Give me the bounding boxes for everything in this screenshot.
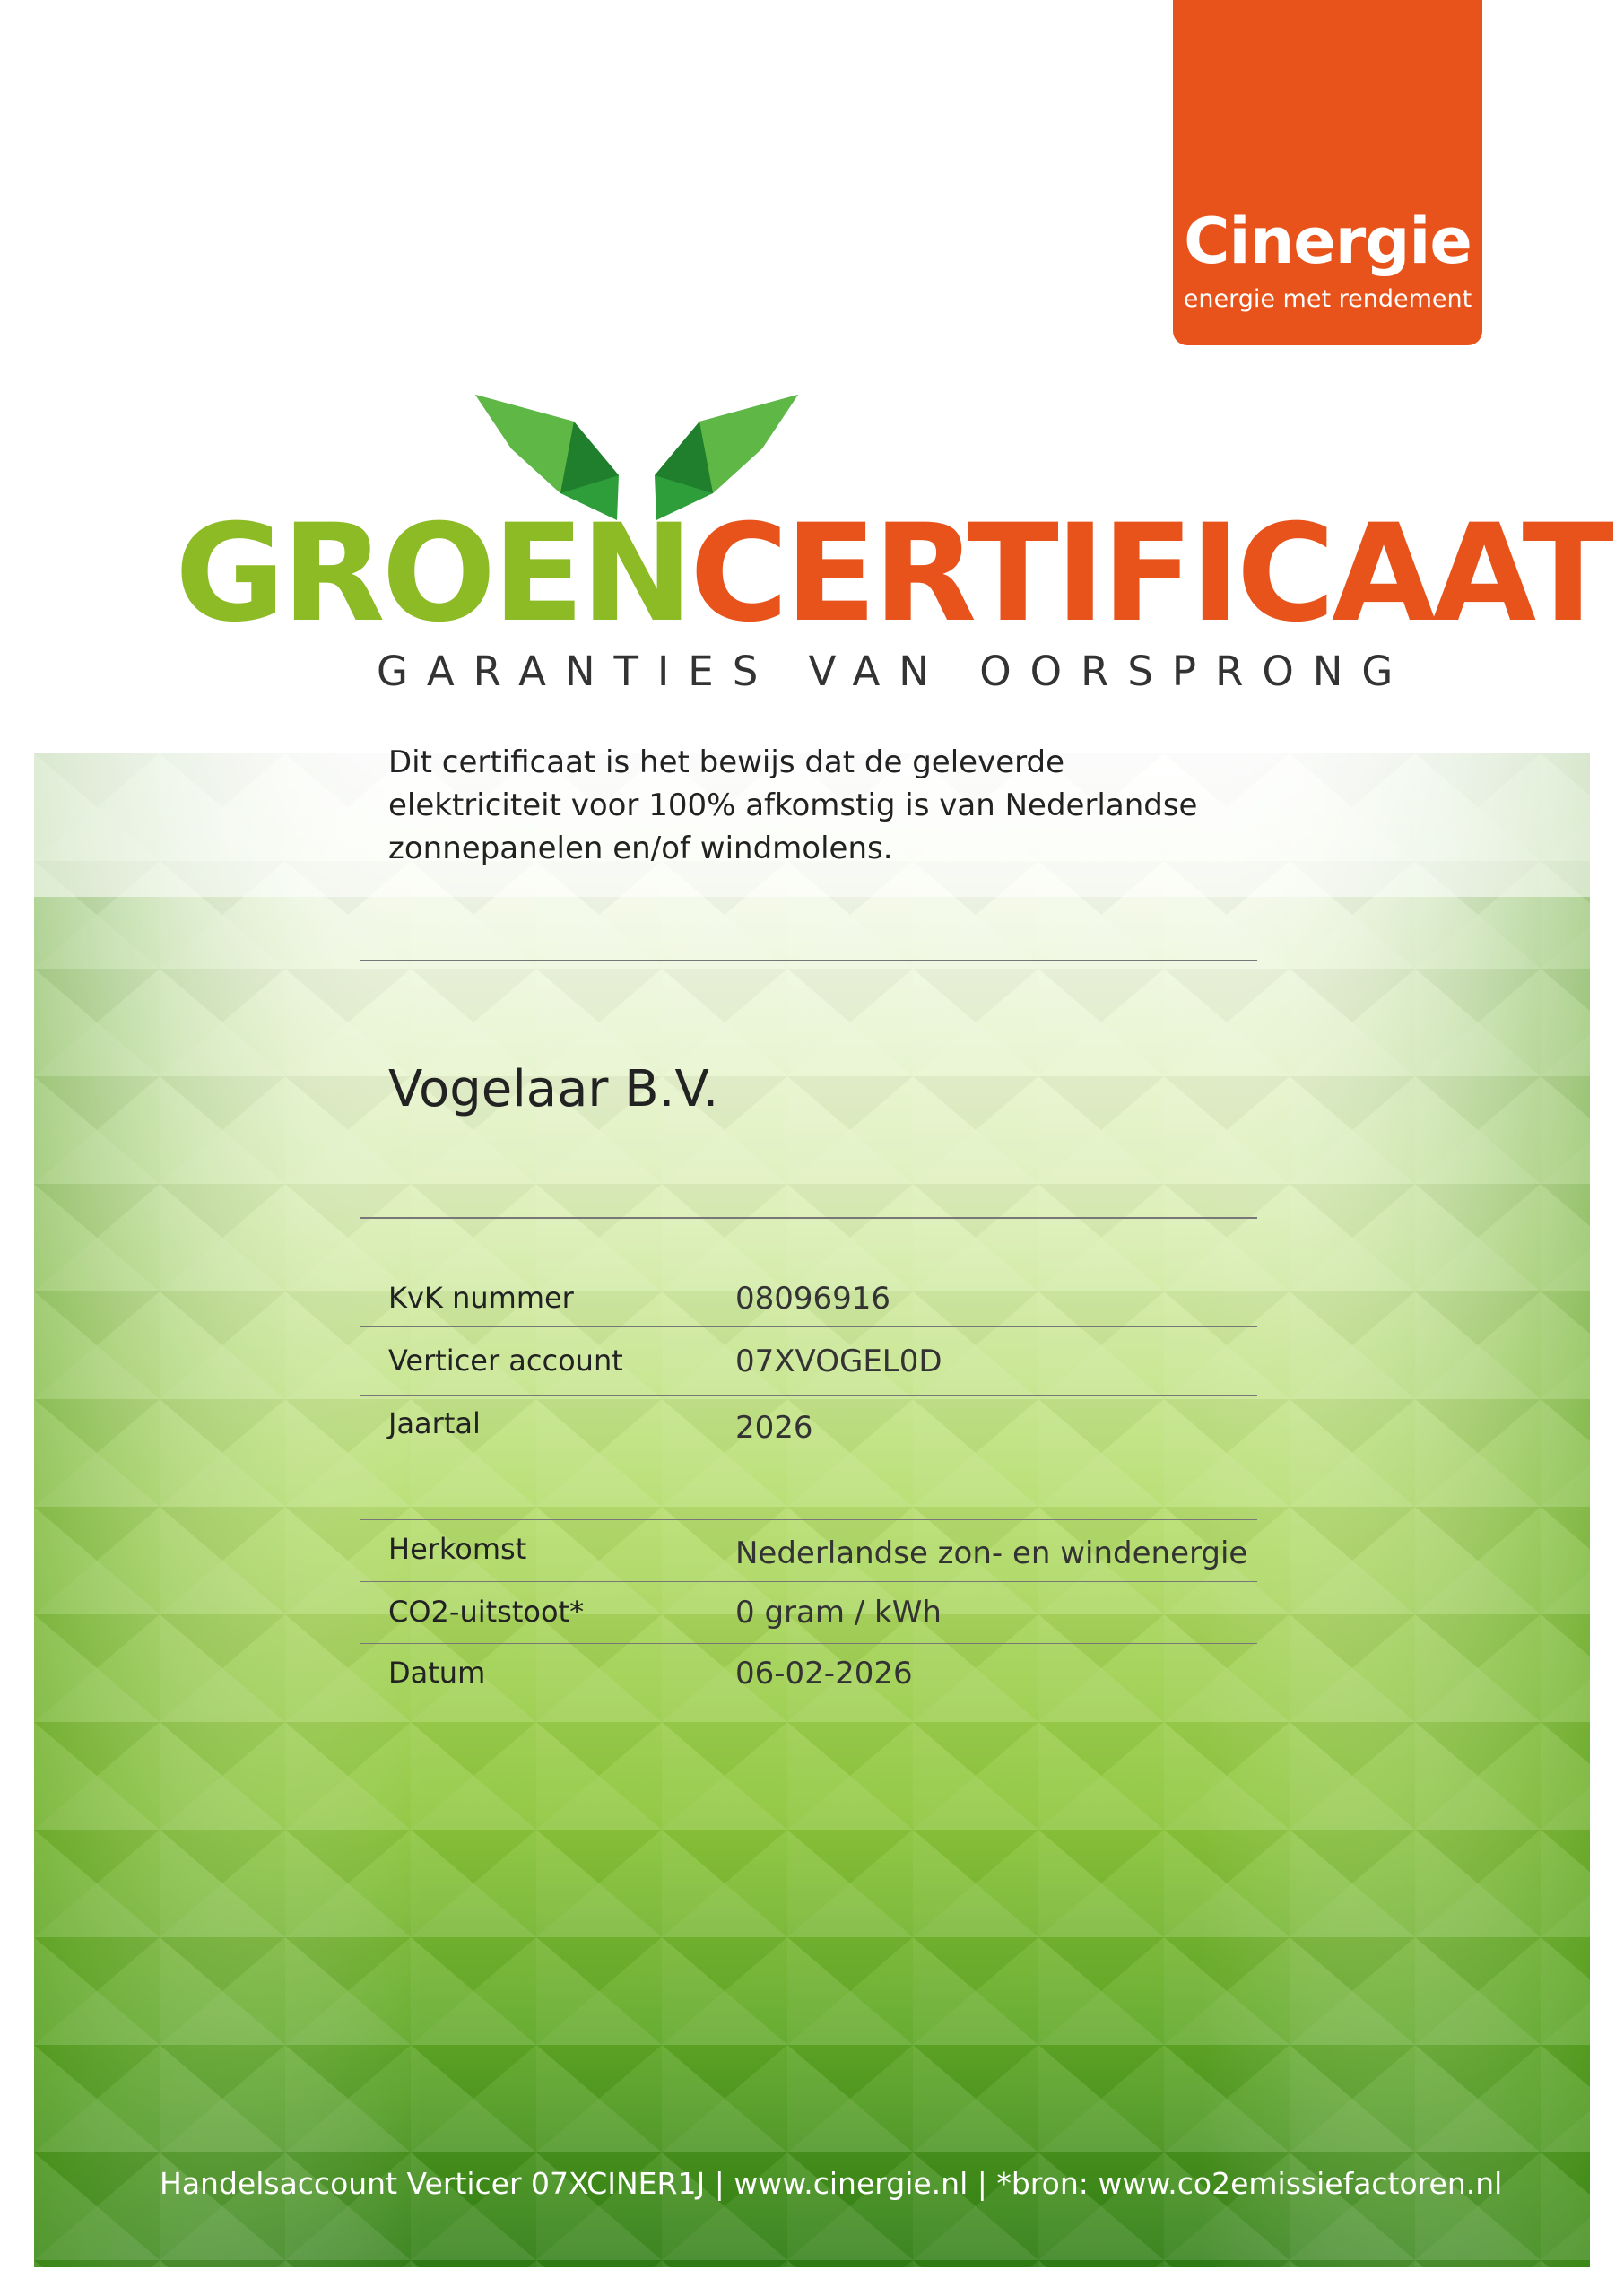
divider bbox=[360, 1217, 1257, 1219]
co2-label: CO2-uitstoot* bbox=[388, 1595, 585, 1629]
kvk-label: KvK nummer bbox=[388, 1281, 574, 1315]
verticer-account-label: Verticer account bbox=[388, 1344, 623, 1378]
divider bbox=[360, 1395, 1257, 1396]
intro-line: Dit certificaat is het bewijs dat de geleverde bbox=[388, 744, 1064, 780]
green-geometric-background bbox=[34, 753, 1590, 2267]
footer-website: | www.cinergie.nl bbox=[714, 2166, 968, 2201]
company-name: Vogelaar B.V. bbox=[388, 1060, 719, 1118]
co2-value: 0 gram / kWh bbox=[735, 1595, 942, 1631]
datum-label: Datum bbox=[388, 1656, 486, 1690]
title-part-green: GROEN bbox=[175, 496, 690, 652]
logo-name: Cinergie bbox=[1184, 204, 1472, 278]
divider bbox=[360, 960, 1257, 961]
divider bbox=[360, 1643, 1257, 1644]
kvk-value: 08096916 bbox=[735, 1281, 891, 1317]
jaartal-label: Jaartal bbox=[388, 1406, 481, 1440]
herkomst-label: Herkomst bbox=[388, 1532, 527, 1566]
footer-source: | *bron: www.co2emissiefactoren.nl bbox=[977, 2166, 1503, 2201]
divider bbox=[360, 1581, 1257, 1582]
verticer-account-value: 07XVOGEL0D bbox=[735, 1344, 942, 1379]
footer bbox=[160, 2166, 1503, 2201]
certificate-title bbox=[175, 496, 1611, 652]
jaartal-value: 2026 bbox=[735, 1410, 813, 1446]
intro-line: elektriciteit voor 100% afkomstig is van Nederlandse bbox=[388, 787, 1198, 823]
intro-text bbox=[388, 741, 1249, 870]
divider bbox=[360, 1326, 1257, 1327]
datum-value: 06-02-2026 bbox=[735, 1656, 913, 1692]
title-part-orange: CERTIFICAAT bbox=[690, 496, 1611, 652]
herkomst-value: Nederlandse zon- en windenergie bbox=[735, 1535, 1248, 1571]
logo-tagline: energie met rendement bbox=[1183, 285, 1472, 313]
footer-account: Handelsaccount Verticer 07XCINER1J bbox=[160, 2166, 706, 2201]
cinergie-logo bbox=[1173, 0, 1482, 345]
divider bbox=[360, 1519, 1257, 1520]
certificate-subtitle: GARANTIES VAN OORSPRONG bbox=[377, 648, 1412, 695]
intro-line: zonnepanelen en/of windmolens. bbox=[388, 831, 893, 866]
